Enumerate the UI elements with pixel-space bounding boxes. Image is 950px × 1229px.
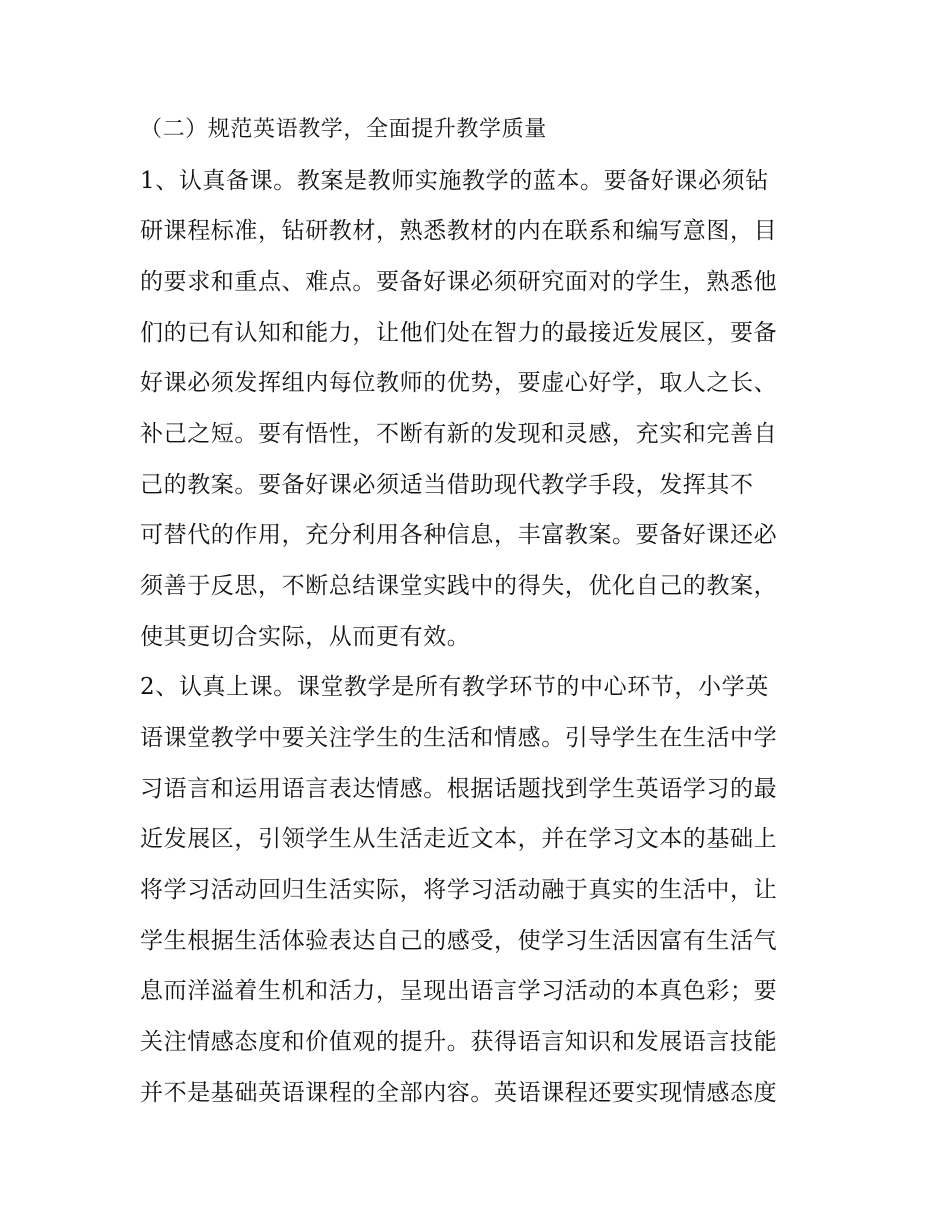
paragraph-1-line: 的要求和重点、难点。要备好课必须研究面对的学生，熟悉他 (140, 269, 778, 295)
paragraph-2-line: 并不是基础英语课程的全部内容。英语课程还要实现情感态度 (140, 1080, 778, 1106)
paragraph-1-line: 研课程标准，钻研教材，熟悉教材的内在联系和编写意图，目 (140, 218, 778, 244)
paragraph-2-line: 近发展区，引领学生从生活走近文本，并在学习文本的基础上 (140, 826, 778, 852)
paragraph-2-line: 习语言和运用语言表达情感。根据话题找到学生英语学习的最 (140, 776, 778, 802)
paragraph-2-line: 将学习活动回归生活实际，将学习活动融于真实的生活中，让 (140, 877, 778, 903)
paragraph-2-line: 关注情感态度和价值观的提升。获得语言知识和发展语言技能 (140, 1029, 778, 1055)
paragraph-1-line: 好课必须发挥组内每位教师的优势，要虚心好学，取人之长、 (140, 370, 778, 396)
paragraph-2-line: 学生根据生活体验表达自己的感受，使学习生活因富有生活气 (140, 928, 778, 954)
paragraph-1-line: 1、认真备课。教案是教师实施教学的蓝本。要备好课必须钻 (140, 168, 769, 194)
paragraph-2-line: 语课堂教学中要关注学生的生活和情感。引导学生在生活中学 (140, 725, 778, 751)
paragraph-1-line: 们的已有认知和能力，让他们处在智力的最接近发展区，要备 (140, 320, 778, 346)
paragraph-1-line: 可替代的作用，充分利用各种信息，丰富教案。要备好课还必 (140, 522, 778, 548)
paragraph-1-line: 己的教案。要备好课必须适当借助现代教学手段，发挥其不 (140, 472, 754, 498)
paragraph-1-line: 补己之短。要有悟性，不断有新的发现和灵感，充实和完善自 (140, 421, 778, 447)
paragraph-1-line: 使其更切合实际，从而更有效。 (140, 624, 471, 650)
section-heading: （二）规范英语教学，全面提升教学质量 (140, 117, 547, 142)
paragraph-2-line: 息而洋溢着生机和活力，呈现出语言学习活动的本真色彩；要 (140, 978, 778, 1004)
paragraph-1-line: 须善于反思，不断总结课堂实践中的得失，优化自己的教案， (140, 573, 778, 599)
paragraph-2-line: 2、认真上课。课堂教学是所有教学环节的中心环节，小学英 (140, 674, 769, 700)
